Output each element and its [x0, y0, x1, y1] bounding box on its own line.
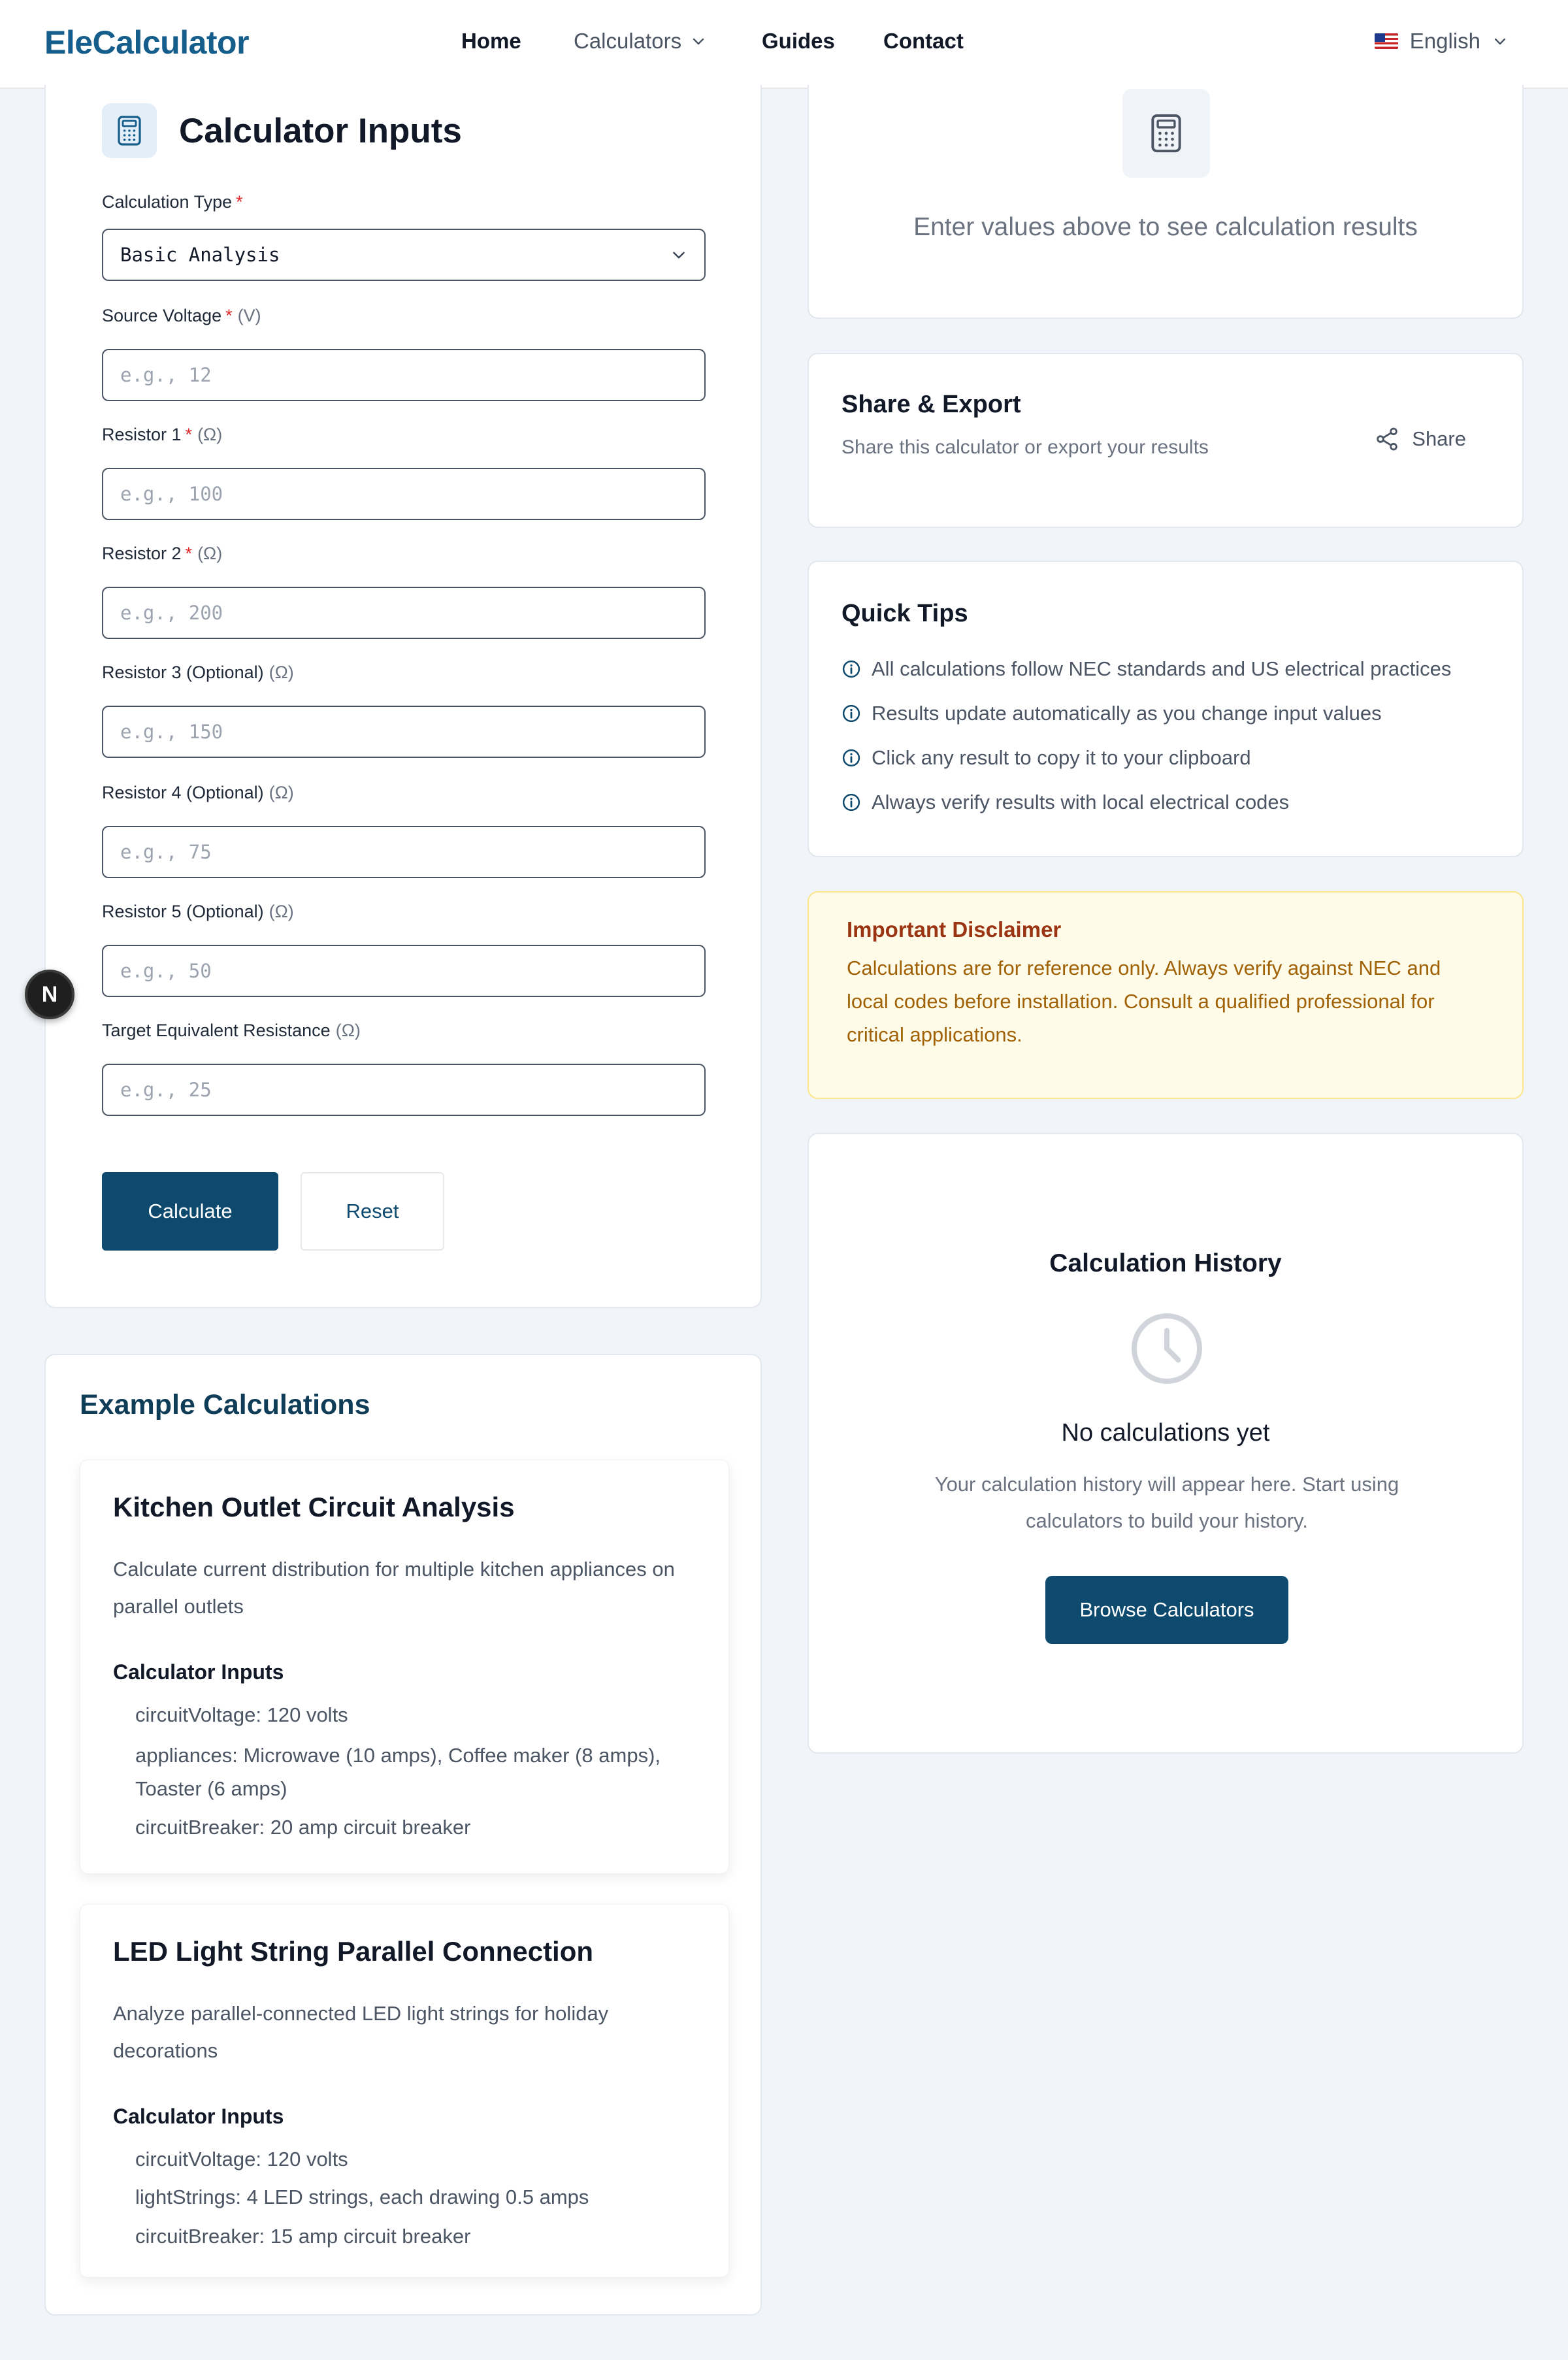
resistor2-field[interactable] [102, 587, 706, 639]
resistor4-input[interactable] [120, 827, 687, 877]
chevron-down-icon [691, 33, 706, 49]
results-empty-text: Enter values above to see calculation results [913, 213, 1418, 241]
calculator-icon [102, 103, 157, 158]
share-title: Share & Export [841, 391, 1021, 418]
nav-guides[interactable]: Guides [762, 29, 835, 53]
calculate-button[interactable]: Calculate [102, 1172, 278, 1251]
reset-button[interactable]: Reset [301, 1172, 444, 1251]
unit-label: (Ω) [335, 1021, 361, 1040]
example-input-item: lightStrings: 4 LED strings, each drawing 0.5 amps [135, 2186, 589, 2208]
disclaimer-card [808, 891, 1524, 1099]
example-title: LED Light String Parallel Connection [113, 1936, 594, 1967]
example-inputs-label: Calculator Inputs [113, 1660, 284, 1684]
resistor4-label [102, 783, 294, 803]
resistor4-field[interactable] [102, 826, 706, 878]
share-icon [1374, 426, 1400, 452]
floating-n-badge[interactable]: N [25, 970, 74, 1019]
calc-type-select[interactable] [102, 229, 706, 281]
unit-label: (Ω) [269, 783, 294, 802]
language-selector[interactable] [1375, 29, 1508, 54]
unit-label: (Ω) [197, 425, 223, 444]
tip-text: Results update automatically as you change input values [872, 702, 1382, 725]
calc-type-label-text: Calculation Type [102, 192, 233, 212]
example-title: Kitchen Outlet Circuit Analysis [113, 1492, 515, 1522]
history-title: Calculation History [1049, 1249, 1282, 1277]
results-card [808, 85, 1524, 319]
info-icon [841, 704, 861, 723]
inputs-header [102, 103, 462, 158]
calculator-inputs-card [44, 85, 762, 1308]
tip-text: Always verify results with local electrical codes [872, 791, 1290, 813]
resistor3-field[interactable] [102, 706, 706, 758]
example-card[interactable] [80, 1904, 729, 2278]
share-export-card [808, 353, 1524, 528]
share-description: Share this calculator or export your results [841, 436, 1209, 458]
source-voltage-field[interactable] [102, 349, 706, 401]
resistor1-input[interactable] [120, 469, 687, 519]
history-empty-title: No calculations yet [1061, 1419, 1270, 1447]
share-button[interactable] [1374, 426, 1466, 452]
calculator-icon [1122, 89, 1210, 178]
examples-title: Example Calculations [80, 1389, 370, 1420]
target-resistance-input[interactable] [120, 1065, 687, 1115]
resistor1-label [102, 425, 222, 445]
resistor2-label-text: Resistor 2 [102, 544, 182, 563]
unit-label: (V) [237, 306, 261, 325]
info-icon [841, 659, 861, 679]
tip-item [841, 746, 1251, 770]
share-button-label: Share [1412, 427, 1466, 450]
unit-label: (Ω) [269, 902, 294, 921]
example-description: Analyze parallel-connected LED light strings for holiday decorations [113, 2002, 609, 2062]
nav-calculators[interactable] [574, 29, 706, 54]
resistor5-label-text: Resistor 5 (Optional) [102, 902, 264, 921]
resistor1-label-text: Resistor 1 [102, 425, 182, 444]
tip-item [841, 702, 1382, 725]
example-input-item: circuitBreaker: 20 amp circuit breaker [135, 1816, 471, 1839]
nav-calculators-label: Calculators [574, 29, 682, 53]
required-mark: * [185, 544, 193, 563]
us-flag-icon [1375, 33, 1398, 49]
resistor4-label-text: Resistor 4 (Optional) [102, 783, 264, 802]
example-input-item: appliances: Microwave (10 amps), Coffee maker (8 amps), Toaster (6 amps) [135, 1744, 661, 1800]
source-voltage-input[interactable] [120, 350, 687, 400]
resistor2-input[interactable] [120, 588, 687, 638]
chevron-down-icon [1492, 33, 1508, 49]
required-mark: * [225, 306, 233, 325]
tip-item [841, 791, 1289, 814]
disclaimer-title: Important Disclaimer [847, 917, 1062, 942]
info-icon [841, 793, 861, 812]
example-input-item: circuitBreaker: 15 amp circuit breaker [135, 2225, 471, 2248]
example-input-item: circuitVoltage: 120 volts [135, 2148, 348, 2171]
example-description: Calculate current distribution for multiple kitchen appliances on parallel outlets [113, 1558, 675, 1618]
calc-type-label [102, 192, 243, 212]
source-voltage-label [102, 306, 261, 326]
tip-item [841, 657, 1451, 681]
resistor5-field[interactable] [102, 945, 706, 997]
resistor1-field[interactable] [102, 468, 706, 520]
tips-title: Quick Tips [841, 600, 968, 627]
tip-text: Click any result to copy it to your clipboard [872, 746, 1251, 769]
clock-icon [1128, 1309, 1206, 1388]
required-mark: * [185, 425, 193, 444]
resistor2-label [102, 544, 222, 564]
example-card[interactable] [80, 1460, 729, 1874]
resistor5-input[interactable] [120, 946, 687, 996]
site-logo[interactable]: EleCalculator [44, 24, 250, 61]
site-header [0, 0, 1568, 89]
browse-calculators-button[interactable]: Browse Calculators [1045, 1576, 1288, 1644]
resistor3-label [102, 663, 294, 683]
target-resistance-label [102, 1021, 361, 1041]
quick-tips-card [808, 561, 1524, 857]
info-icon [841, 748, 861, 768]
language-label: English [1409, 29, 1480, 53]
example-inputs-label: Calculator Inputs [113, 2105, 284, 2128]
resistor5-label [102, 902, 294, 922]
example-input-item: circuitVoltage: 120 volts [135, 1703, 348, 1726]
chevron-down-icon [670, 246, 687, 263]
target-resistance-label-text: Target Equivalent Resistance [102, 1021, 331, 1040]
target-resistance-field[interactable] [102, 1064, 706, 1116]
example-calculations-card [44, 1354, 762, 2316]
resistor3-label-text: Resistor 3 (Optional) [102, 663, 264, 682]
calculation-history-card [808, 1133, 1524, 1754]
resistor3-input[interactable] [120, 707, 687, 757]
history-empty-description: Your calculation history will appear here. Start using calculators to build your history. [934, 1473, 1399, 1532]
nav-contact[interactable]: Contact [883, 29, 964, 53]
calc-type-value: Basic Analysis [120, 244, 280, 266]
required-mark: * [236, 192, 243, 212]
nav-home[interactable]: Home [461, 29, 521, 53]
source-voltage-label-text: Source Voltage [102, 306, 222, 325]
main-nav [0, 0, 1568, 89]
tip-text: All calculations follow NEC standards and US electrical practices [872, 657, 1452, 680]
disclaimer-text: Calculations are for reference only. Always verify against NEC and local codes before installation. Consult a qualified professional for critical applications. [847, 957, 1441, 1046]
unit-label: (Ω) [269, 663, 294, 682]
unit-label: (Ω) [197, 544, 223, 563]
inputs-title: Calculator Inputs [179, 111, 462, 150]
